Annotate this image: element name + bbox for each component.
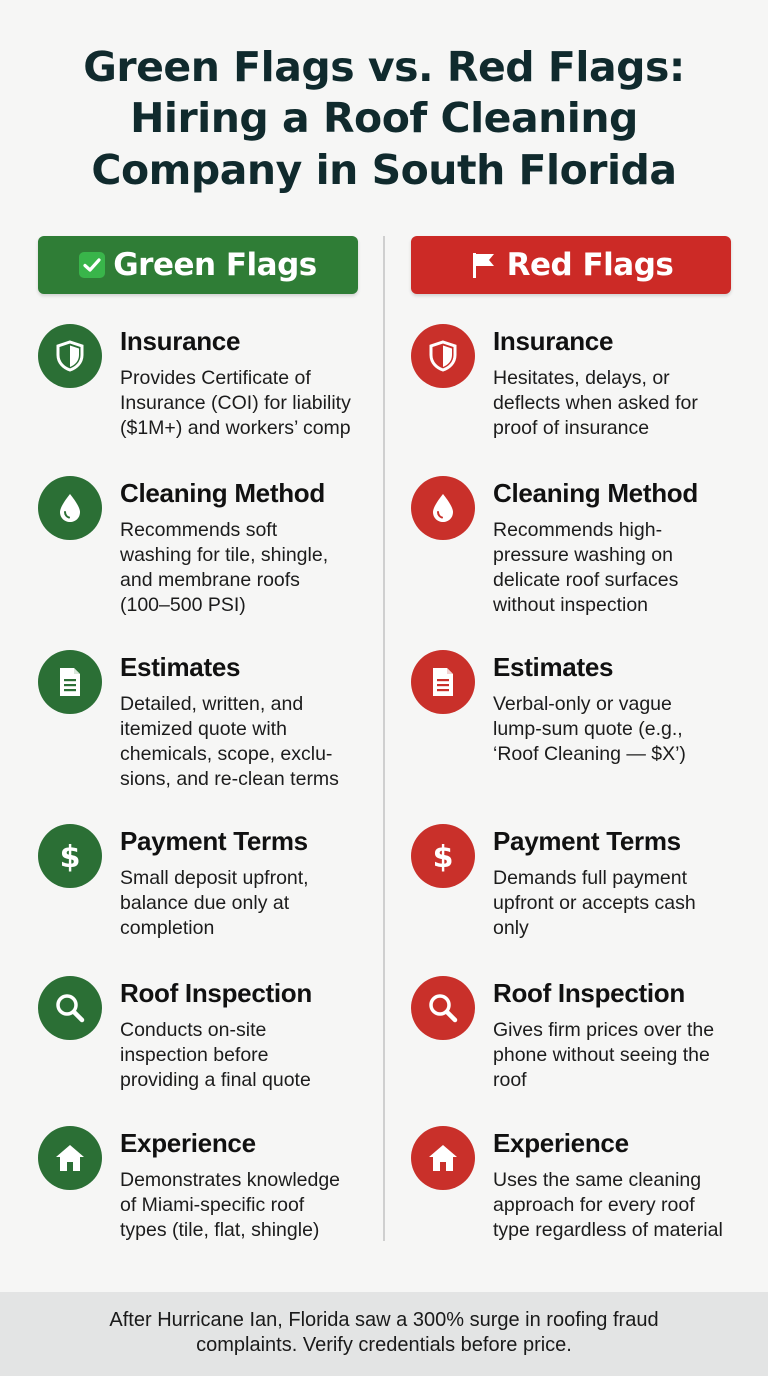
water-drop-icon [411,476,475,540]
document-icon [38,650,102,714]
dollar-icon [38,824,102,888]
house-icon [38,1126,102,1190]
item-description: Uses the same cleaning approach for every roof type regardless of material [493,1169,723,1241]
shield-icon [38,324,102,388]
item-description: Demonstrates knowledge of Miami-specific roof types (tile, flat, shingle) [120,1169,341,1241]
item-description: Provides Certificate of Insurance (COI) for liability ($1M+) and workers’ comp [120,367,351,439]
item-title: Roof Inspection [493,978,685,1008]
item-title: Cleaning Method [493,478,698,508]
item-title: Payment Terms [120,826,308,856]
svg-text:$: $ [432,840,454,874]
title-line-2: Hiring a Roof Cleaning [130,94,638,143]
green-flags-header [38,236,358,294]
item-title: Estimates [120,652,241,682]
dollar-icon [411,824,475,888]
item-description: Gives firm prices over the phone without seeing the roof [493,1019,715,1091]
check-mark-icon [79,252,105,278]
document-icon [411,650,475,714]
item-description: Recommends soft washing for tile, shingle, and membrane roofs (100–500 PSI) [120,519,329,616]
footer-line-2: complaints. Verify credentials before price. [196,1334,572,1356]
red-flags-header-label: Red Flags [506,247,674,283]
flag-icon [469,250,499,280]
item-title: Estimates [493,652,614,682]
svg-text:$: $ [59,840,81,874]
house-icon [411,1126,475,1190]
item-title: Payment Terms [493,826,681,856]
page-title [0,42,768,196]
green-flags-column [38,236,358,1241]
red-flags-column [411,236,731,1241]
footer-note [0,1292,768,1376]
item-description: Hesitates, delays, or deflects when asked for proof of insurance [493,367,698,439]
item-description: Small deposit upfront, balance due only at completion [120,867,309,939]
footer-line-1: After Hurricane Ian, Florida saw a 300% surge in roofing fraud [109,1309,659,1331]
water-drop-icon [38,476,102,540]
item-title: Experience [120,1128,256,1158]
item-title: Experience [493,1128,629,1158]
magnifier-icon [411,976,475,1040]
item-description: Conducts on-site inspection before providing a final quote [120,1019,311,1091]
item-title: Insurance [493,326,614,356]
column-divider [383,236,385,1241]
title-line-3: Company in South Florida [91,145,677,194]
item-description: Demands full payment upfront or accepts cash only [493,867,696,939]
item-description: Verbal-only or vague lump-sum quote (e.g., ‘Roof Cleaning — $X’) [493,693,686,765]
magnifier-icon [38,976,102,1040]
item-title: Cleaning Method [120,478,325,508]
item-title: Roof Inspection [120,978,312,1008]
item-description: Detailed, written, and itemized quote with chemicals, scope, exclu- sions, and re-clean terms [120,693,339,790]
item-description: Recommends high- pressure washing on delicate roof surfaces without inspection [493,519,679,616]
green-flags-header-label: Green Flags [113,247,317,283]
shield-icon [411,324,475,388]
title-line-1: Green Flags vs. Red Flags: [83,43,685,91]
item-title: Insurance [120,326,241,356]
red-flags-header [411,236,731,294]
